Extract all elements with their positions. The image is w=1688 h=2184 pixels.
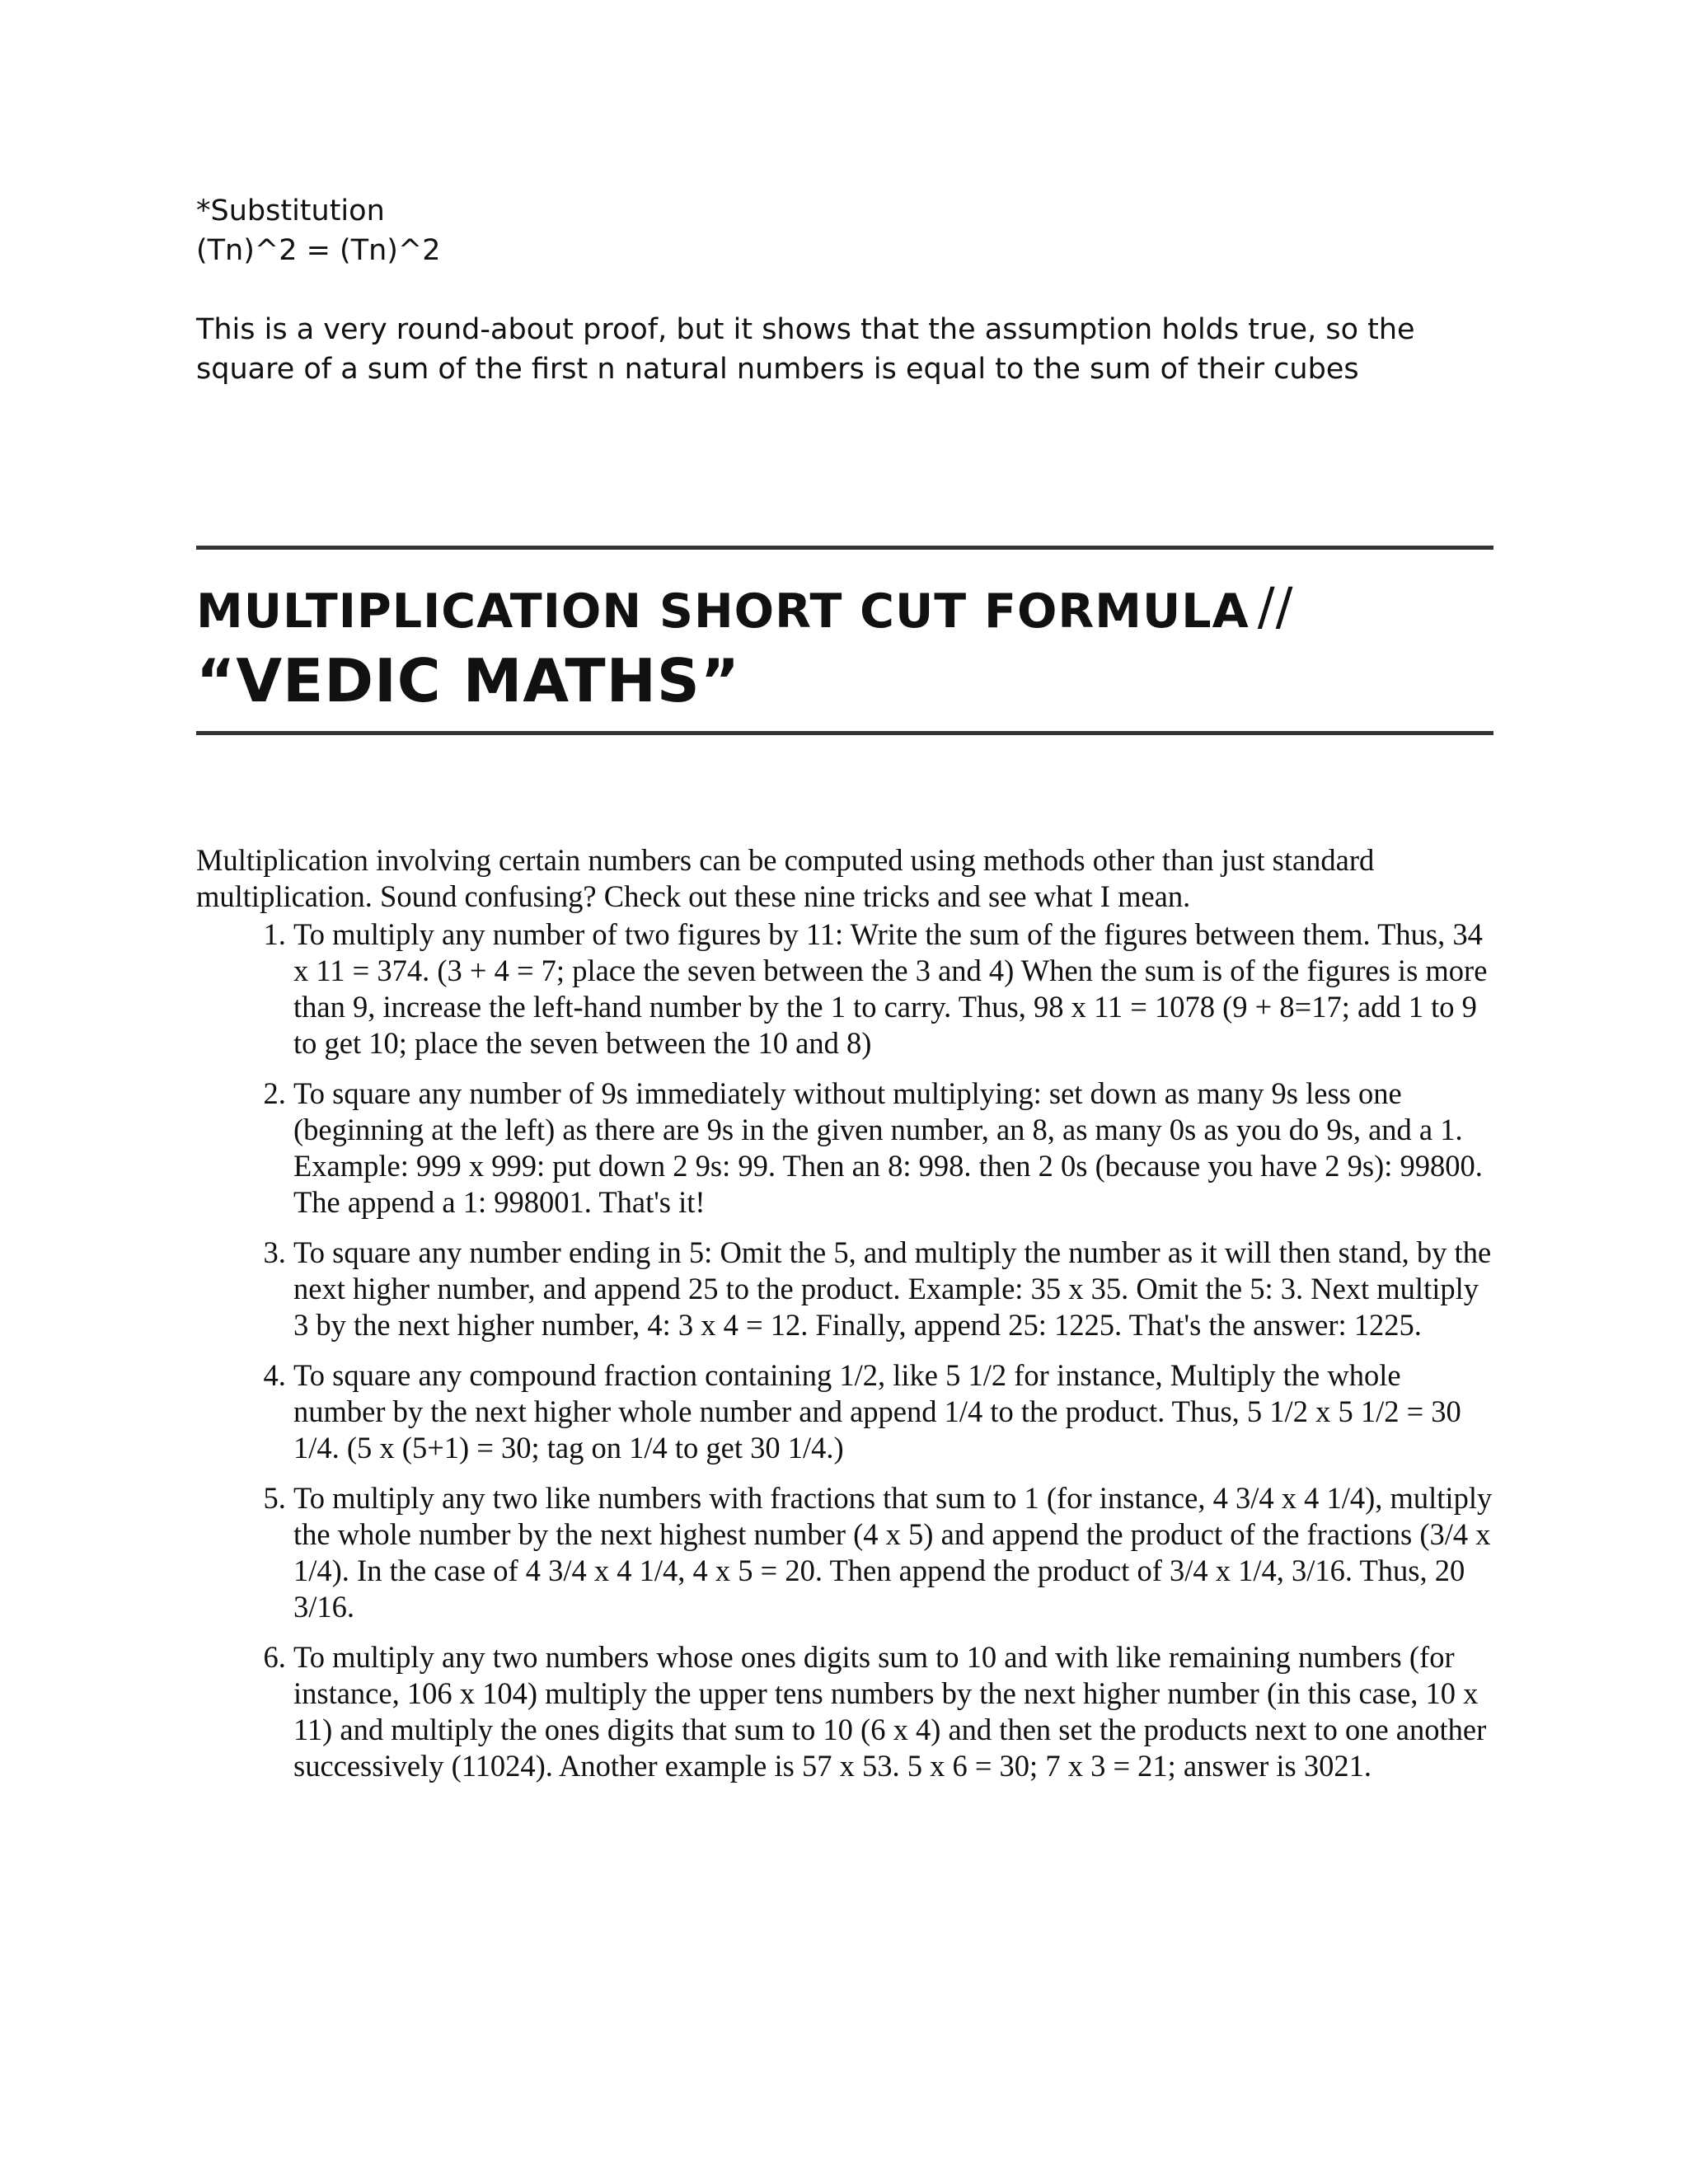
- heading-separator: //: [1257, 576, 1294, 636]
- list-item: 6. To multiply any two numbers whose ones digits sum to 10 and with like remaining numbers (for instance, 106 x 104) multiply the upper tens numbers by the next higher number (in this case, 10 x 11) and multiply the ones digits that sum to 10 (6 x 4) and then set the products next to one another successively (11024). Another example is 57 x 53. 5 x 6 = 30; 7 x 3 = 21; answer is 3021.: [293, 1639, 1493, 1784]
- list-item: 2. To square any number of 9s immediately without multiplying: set down as many 9s less one (beginning at the left) as there are 9s in the given number, an 8, as many 0s as you do 9s, and a 1. Example: 999 x 999: put down 2 9s: 99. Then an 8: 998. then 2 0s (because you have 2 9s): 99800. The append a 1: 998001. That's it!: [293, 1076, 1493, 1221]
- proof-conclusion-text: This is a very round-about proof, but it shows that the assumption holds true, so the square of a sum of the first n natural numbers is equal to the sum of their cubes: [196, 313, 1415, 386]
- document-page: [196, 191, 1493, 1798]
- tricks-section: [196, 842, 1493, 1784]
- heading-line-1: [196, 576, 1493, 642]
- list-item: 4. To square any compound fraction containing 1/2, like 5 1/2 for instance, Multiply the whole number by the next higher whole number and append 1/4 to the product. Thus, 5 1/2 x 5 1/2 = 30 1/4. (5 x (5+1) = 30; tag on 1/4 to get 30 1/4.): [293, 1357, 1493, 1466]
- substitution-label: *Substitution: [196, 194, 385, 227]
- list-item: 5. To multiply any two like numbers with fractions that sum to 1 (for instance, 4 3/4 x 4 1/4), multiply the whole number by the next highest number (4 x 5) and append the product of the fractions (3/4 x 1/4). In the case of 4 3/4 x 4 1/4, 4 x 5 = 20. Then append the product of 3/4 x 1/4, 3/16. Thus, 20 3/16.: [293, 1480, 1493, 1625]
- tricks-list: [196, 916, 1493, 1784]
- list-item: 1. To multiply any number of two figures by 11: Write the sum of the figures between them. Thus, 34 x 11 = 374. (3 + 4 = 7; place the seven between the 3 and 4) When the sum is of the figures is more than 9, increase the left-hand number by the 1 to carry. Thus, 98 x 11 = 1078 (9 + 8=17; add 1 to 9 to get 10; place the seven between the 10 and 8): [293, 916, 1493, 1062]
- lead-paragraph: Multiplication involving certain numbers can be computed using methods other than just standard multiplication. Sound confusing? Check out these nine tricks and see what I mean.: [196, 843, 1375, 913]
- list-item: 3. To square any number ending in 5: Omit the 5, and multiply the number as it will then stand, by the next higher number, and append 25 to the product. Example: 35 x 35. Omit the 5: 3. Next multiply 3 by the next higher number, 4: 3 x 4 = 12. Finally, append 25: 1225. That's the answer: 1225.: [293, 1235, 1493, 1343]
- equation: (Tn)^2 = (Tn)^2: [196, 234, 441, 267]
- heading-line-2: “VEDIC MATHS”: [196, 646, 741, 715]
- section-heading: [196, 546, 1493, 735]
- proof-conclusion-section: [196, 191, 1493, 389]
- heading-title: MULTIPLICATION SHORT CUT FORMULA: [196, 584, 1250, 639]
